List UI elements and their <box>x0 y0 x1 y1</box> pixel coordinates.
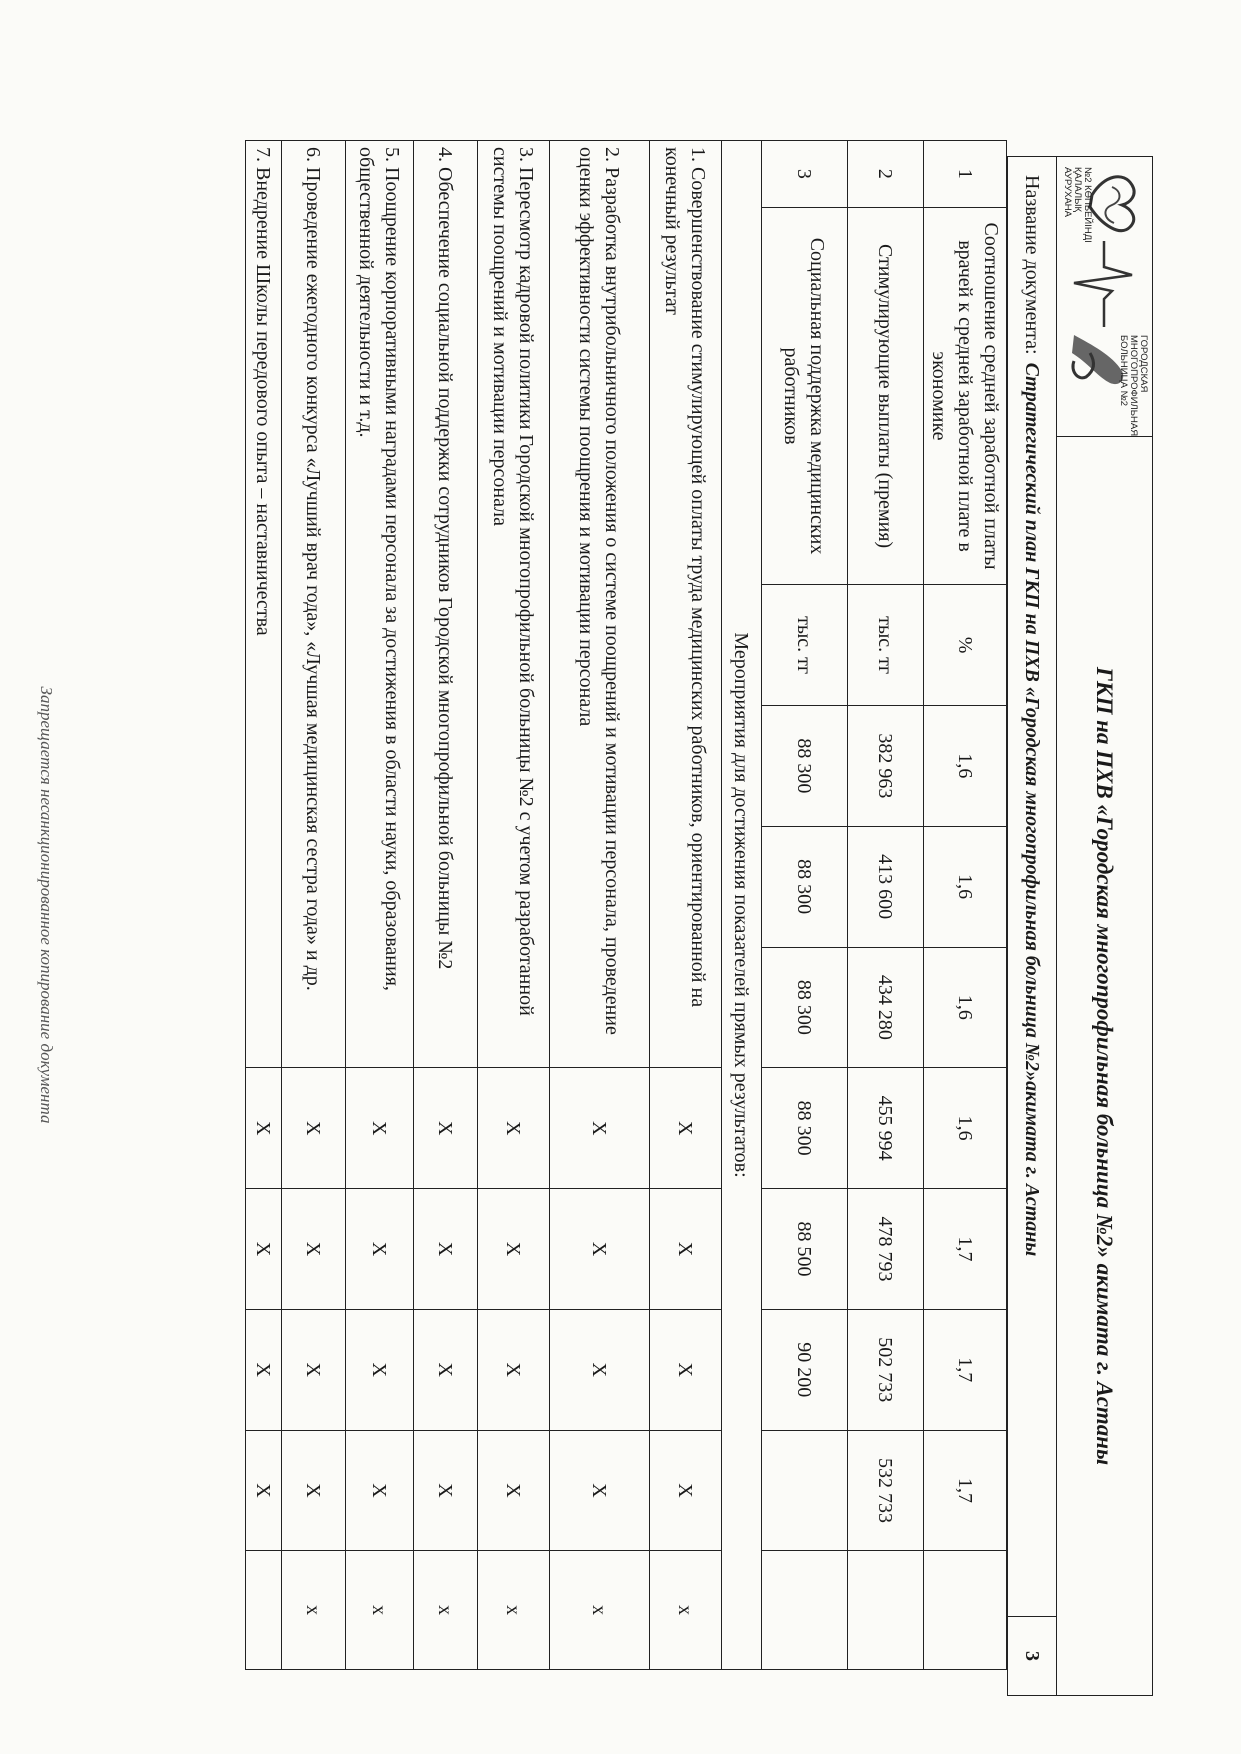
mark-cell <box>246 1551 282 1670</box>
mark-cell: Х <box>650 1309 722 1430</box>
mark-cell: Х <box>650 1068 722 1189</box>
row-number: 2 <box>848 141 924 208</box>
table-row <box>414 141 478 1670</box>
value-cell: 502 733 <box>848 1309 924 1430</box>
row-number: 3 <box>762 141 848 208</box>
value-cell: 90 200 <box>762 1309 848 1430</box>
table-row <box>246 141 282 1670</box>
mark-cell: Х <box>650 1189 722 1310</box>
mark-cell: Х <box>282 1068 346 1189</box>
value-cell: 1,7 <box>924 1430 1007 1551</box>
mark-cell: Х <box>282 1189 346 1310</box>
value-cell <box>762 1430 848 1551</box>
mark-cell: Х <box>550 1189 650 1310</box>
logo-text-ru <box>1118 335 1148 436</box>
mark-cell: Х <box>478 1309 550 1430</box>
logo-line: АУРУХАНА <box>1062 167 1073 217</box>
mark-cell: Х <box>550 1430 650 1551</box>
logo-line: БОЛЬНИЦА №2 <box>1118 335 1129 407</box>
empty-cell <box>762 1551 848 1670</box>
logo-line: МНОГОПРОФИЛЬНАЯ <box>1128 335 1139 437</box>
table-row <box>478 141 550 1670</box>
mark-cell: Х <box>478 1068 550 1189</box>
measures-title: Мероприятия для достижения показателей прямых результатов: <box>722 141 762 1670</box>
mark-cell: Х <box>414 1309 478 1430</box>
value-cell: 434 280 <box>848 947 924 1068</box>
mark-cell: х <box>650 1551 722 1670</box>
indicator-name: Соотношение средней заработной платы врачей к средней заработной плате в экономике <box>924 207 1007 584</box>
logo-line: ГОРОДСКАЯ <box>1138 335 1149 393</box>
value-cell: 413 600 <box>848 826 924 947</box>
mark-cell: Х <box>246 1309 282 1430</box>
organization-title: ГКП на ПХВ «Городская многопрофильная больница №2» акимата г. Астаны <box>1056 437 1152 1695</box>
value-cell: 1,6 <box>924 826 1007 947</box>
mark-cell: х <box>346 1551 414 1670</box>
mark-cell: х <box>550 1551 650 1670</box>
measure-text: 2. Разработка внутрибольничного положения о системе поощрений и мотивации персонала, проведение оценки эффективности системы поощрения и мотивации персонала <box>550 141 650 1068</box>
mark-cell: Х <box>414 1189 478 1310</box>
measure-text: 4. Обеспечение социальной поддержки сотрудников Городской многопрофильной больницы №2 <box>414 141 478 1068</box>
table-row <box>924 141 1007 1670</box>
value-cell: 1,6 <box>924 706 1007 827</box>
measure-text: 1. Совершенствование стимулирующей оплаты труда медицинских работников, ориентированной на конечный результат <box>650 141 722 1068</box>
mark-cell: Х <box>414 1430 478 1551</box>
table-row <box>346 141 414 1670</box>
indicator-name: Стимулирующие выплаты (премия) <box>848 207 924 584</box>
value-cell: 1,6 <box>924 1068 1007 1189</box>
table-row <box>650 141 722 1670</box>
value-cell: 1,6 <box>924 947 1007 1068</box>
measure-text: 5. Поощрение корпоративными наградами персонала за достижения в области науки, образования, общественной деятельности и т.д. <box>346 141 414 1068</box>
measure-text: 6. Проведение ежегодного конкурса «Лучший врач года», «Лучшая медицинская сестра года» и др. <box>282 141 346 1068</box>
copy-warning-footer: Запрещается несанкционированное копирование документа <box>37 686 56 1124</box>
logo-text-kz <box>1062 167 1092 243</box>
indicator-name: Социальная поддержка медицинских работников <box>762 207 848 584</box>
mark-cell: Х <box>346 1068 414 1189</box>
section-header-row <box>722 141 762 1670</box>
mark-cell: Х <box>246 1430 282 1551</box>
mark-cell: Х <box>246 1068 282 1189</box>
measure-text: 3. Пересмотр кадровой политики Городской многопрофильной больницы №2 с учетом разработанной системы поощрений и мотивации персонала <box>478 141 550 1068</box>
mark-cell: Х <box>246 1189 282 1310</box>
document-name: Стратегический план ГКП на ПХВ «Городская многопрофильная больница №2»акимата г. Астаны <box>1021 362 1044 1257</box>
mark-cell: Х <box>282 1430 346 1551</box>
empty-cell <box>848 1551 924 1670</box>
document-header <box>1007 156 1153 1696</box>
mark-cell: Х <box>414 1068 478 1189</box>
indicators-table <box>245 140 1007 1670</box>
empty-cell <box>924 1551 1007 1670</box>
measure-text: 7. Внедрение Школы передового опыта – наставничества <box>246 141 282 1068</box>
table-row <box>762 141 848 1670</box>
mark-cell: х <box>282 1551 346 1670</box>
mark-cell: Х <box>346 1430 414 1551</box>
mark-cell: х <box>414 1551 478 1670</box>
value-cell: 455 994 <box>848 1068 924 1189</box>
value-cell: 88 300 <box>762 947 848 1068</box>
mark-cell: Х <box>478 1430 550 1551</box>
logo-line: №2 КӨПБЕЙІНДІ <box>1082 167 1093 243</box>
mark-cell: х <box>478 1551 550 1670</box>
value-cell: 532 733 <box>848 1430 924 1551</box>
mark-cell: Х <box>346 1309 414 1430</box>
value-cell: 478 793 <box>848 1189 924 1310</box>
mark-cell: Х <box>478 1189 550 1310</box>
mark-cell: Х <box>346 1189 414 1310</box>
document-name-row <box>1008 157 1056 1617</box>
value-cell: 88 300 <box>762 1068 848 1189</box>
mark-cell: Х <box>550 1309 650 1430</box>
value-cell: 88 300 <box>762 826 848 947</box>
value-cell: 1,7 <box>924 1309 1007 1430</box>
unit-cell: тыс. тг <box>762 585 848 706</box>
table-row <box>848 141 924 1670</box>
value-cell: 88 500 <box>762 1189 848 1310</box>
value-cell: 382 963 <box>848 706 924 827</box>
row-number: 1 <box>924 141 1007 208</box>
table-row <box>282 141 346 1670</box>
mark-cell: Х <box>282 1309 346 1430</box>
value-cell: 88 300 <box>762 706 848 827</box>
mark-cell: Х <box>550 1068 650 1189</box>
document-name-label: Название документа: <box>1021 175 1044 355</box>
table-row <box>550 141 650 1670</box>
logo-line: ҚАЛАЛЫҚ <box>1072 167 1083 213</box>
mark-cell: Х <box>650 1430 722 1551</box>
hospital-logo <box>1056 157 1152 437</box>
unit-cell: тыс. тг <box>848 585 924 706</box>
page-number: 3 <box>1021 1651 1044 1661</box>
value-cell: 1,7 <box>924 1189 1007 1310</box>
unit-cell: % <box>924 585 1007 706</box>
